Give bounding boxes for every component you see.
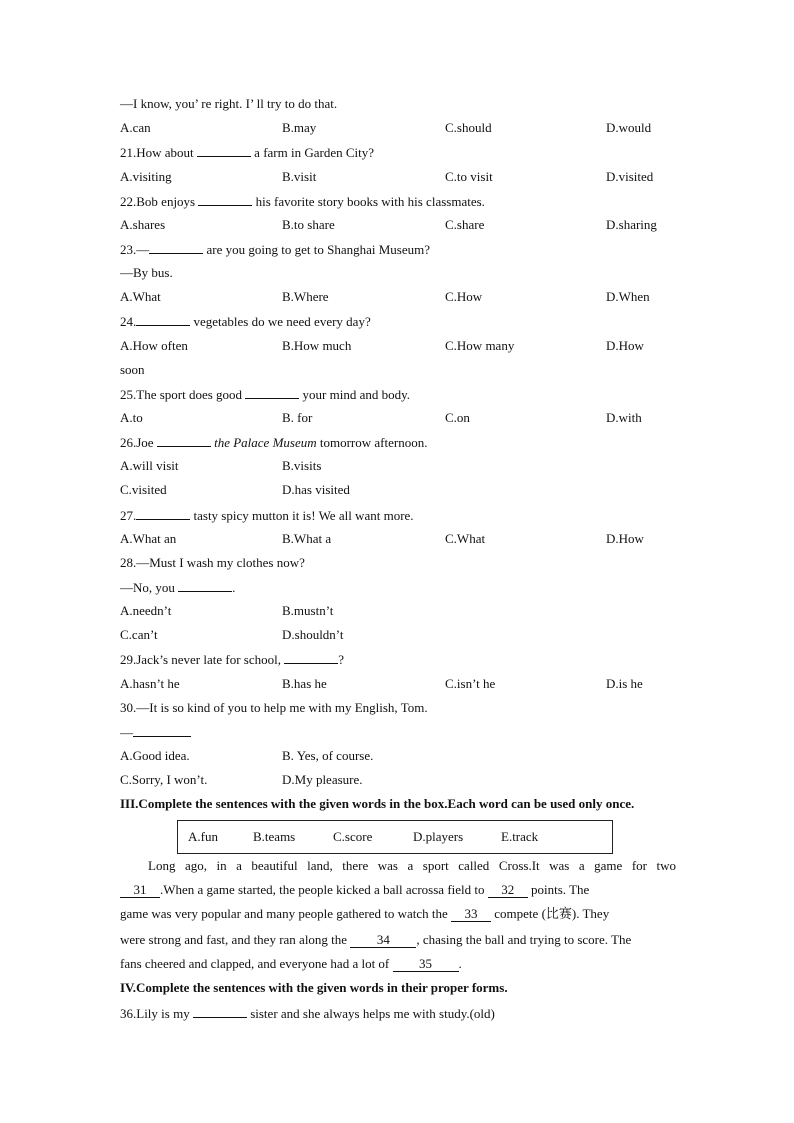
passage-line-5 <box>120 956 676 972</box>
q21-answer-blank[interactable] <box>197 144 251 157</box>
q23-option-a[interactable]: A.What <box>120 289 161 304</box>
q21-option-c[interactable]: C.to visit <box>445 169 493 184</box>
q28-option-d[interactable]: D.shouldn’t <box>282 627 344 642</box>
q28-options-row2 <box>120 627 680 643</box>
q20-option-c[interactable]: C.should <box>445 120 492 135</box>
q25-options <box>120 410 680 426</box>
q28-answer-blank[interactable] <box>178 579 232 592</box>
q24-option-d-wrap: soon <box>120 362 145 377</box>
q30-options-row2 <box>120 772 680 788</box>
q22-stem-start: 22.Bob enjoys <box>120 194 196 209</box>
blank-31[interactable]: 31 <box>120 883 160 898</box>
q20-option-a[interactable]: A.can <box>120 120 151 135</box>
q26-stem-start: 26.Joe <box>120 435 154 450</box>
q26-stem-end: tomorrow afternoon. <box>319 435 428 450</box>
q22-options <box>120 217 680 233</box>
q24-stem <box>120 313 371 330</box>
passage-line-4-text-b: , chasing the ball and trying to score. The <box>416 932 632 947</box>
q26-options-row1 <box>120 458 680 474</box>
passage-line-1: Long ago, in a beautiful land, there was a sport called Cross.It was a game for two <box>148 858 676 873</box>
q29-option-a[interactable]: A.hasn’t he <box>120 676 180 691</box>
word-box-item-score: C.score <box>333 829 373 844</box>
q23-option-c[interactable]: C.How <box>445 289 483 304</box>
q25-stem <box>120 386 410 403</box>
q28-options-row1 <box>120 603 680 619</box>
q25-stem-end: your mind and body. <box>302 387 411 402</box>
q30-option-c[interactable]: C.Sorry, I won’t. <box>120 772 208 787</box>
q28-option-b[interactable]: B.mustn’t <box>282 603 334 618</box>
passage-line-3-text-a: game was very popular and many people gathered to watch the <box>120 906 448 921</box>
q28-response-start: —No, you <box>120 580 175 595</box>
q36-stem-end: sister and she always helps me with study.(old) <box>250 1006 495 1021</box>
q26-option-c[interactable]: C.visited <box>120 482 167 497</box>
q26-answer-blank[interactable] <box>157 434 211 447</box>
q28-option-a[interactable]: A.needn’t <box>120 603 172 618</box>
word-box-item-teams: B.teams <box>253 829 296 844</box>
word-box-item-players: D.players <box>413 829 464 844</box>
q29-option-d[interactable]: D.is he <box>606 676 643 691</box>
q28-option-c[interactable]: C.can’t <box>120 627 158 642</box>
q23-stem-start: 23.— <box>120 242 150 257</box>
q27-stem <box>120 507 414 524</box>
word-box-item-track: E.track <box>501 829 539 844</box>
q24-stem-end: vegetables do we need every day? <box>193 314 371 329</box>
word-box-item-fun: A.fun <box>188 829 218 844</box>
q22-stem <box>120 193 485 210</box>
passage-line-4-text-a: were strong and fast, and they ran along the <box>120 932 348 947</box>
passage-line-3 <box>120 906 676 922</box>
q30-stem: 30.—It is so kind of you to help me with my English, Tom. <box>120 700 428 715</box>
q23-options <box>120 289 680 305</box>
word-box <box>177 820 613 854</box>
blank-34[interactable]: 34 <box>350 933 416 948</box>
q20-options <box>120 120 680 136</box>
q29-answer-blank[interactable] <box>284 651 338 664</box>
q26-option-d[interactable]: D.has visited <box>282 482 350 497</box>
q20-option-d[interactable]: D.would <box>606 120 652 135</box>
q30-response-dash: — <box>120 725 133 740</box>
q21-options <box>120 169 680 185</box>
section-3-heading: III.Complete the sentences with the given words in the box.Each word can be used only once. <box>120 796 635 811</box>
q25-option-a[interactable]: A.to <box>120 410 143 425</box>
q30-option-a[interactable]: A.Good idea. <box>120 748 190 763</box>
q30-answer-blank[interactable] <box>133 724 191 737</box>
q29-options <box>120 676 680 692</box>
q28-response <box>120 579 235 596</box>
passage-line-3-text-b: compete (比赛). They <box>494 906 610 921</box>
passage-line-5-text-a: fans cheered and clapped, and everyone had a lot of <box>120 956 390 971</box>
blank-35[interactable]: 35 <box>393 957 459 972</box>
q36-stem <box>120 1005 495 1022</box>
q27-stem-end: tasty spicy mutton it is! We all want more. <box>193 508 414 523</box>
q29-stem-end: ? <box>338 652 345 667</box>
q22-option-b[interactable]: B.to share <box>282 217 335 232</box>
q24-option-b[interactable]: B.How much <box>282 338 352 353</box>
blank-33[interactable]: 33 <box>451 907 491 922</box>
q29-stem <box>120 651 344 668</box>
q30-option-b[interactable]: B. Yes, of course. <box>282 748 374 763</box>
q27-stem-start: 27. <box>120 508 137 523</box>
q21-stem <box>120 144 374 161</box>
q28-stem: 28.—Must I wash my clothes now? <box>120 555 305 570</box>
passage-line-4 <box>120 932 676 948</box>
q22-option-c[interactable]: C.share <box>445 217 485 232</box>
q24-options <box>120 338 680 354</box>
q23-stem <box>120 241 430 258</box>
q24-option-a[interactable]: A.How often <box>120 338 188 353</box>
q30-option-d[interactable]: D.My pleasure. <box>282 772 363 787</box>
q21-stem-end: a farm in Garden City? <box>254 145 375 160</box>
q25-option-d[interactable]: D.with <box>606 410 642 425</box>
q27-options <box>120 531 680 547</box>
passage-line-5-text-b: . <box>458 956 462 971</box>
q21-option-b[interactable]: B.visit <box>282 169 317 184</box>
q27-answer-blank[interactable] <box>136 507 190 520</box>
q25-option-c[interactable]: C.on <box>445 410 470 425</box>
blank-32[interactable]: 32 <box>488 883 528 898</box>
q21-option-d[interactable]: D.visited <box>606 169 654 184</box>
q24-option-c[interactable]: C.How many <box>445 338 515 353</box>
passage-line-2 <box>120 882 676 898</box>
q29-stem-start: 29.Jack’s never late for school, <box>120 652 282 667</box>
q23-response: —By bus. <box>120 265 173 280</box>
q22-option-a[interactable]: A.shares <box>120 217 166 232</box>
q27-option-c[interactable]: C.What <box>445 531 486 546</box>
q21-option-a[interactable]: A.visiting <box>120 169 172 184</box>
q24-answer-blank[interactable] <box>136 313 190 326</box>
q22-answer-blank[interactable] <box>198 193 252 206</box>
passage-line-2-text-b: points. The <box>531 882 590 897</box>
q27-option-a[interactable]: A.What an <box>120 531 177 546</box>
q27-option-b[interactable]: B.What a <box>282 531 332 546</box>
q23-option-b[interactable]: B.Where <box>282 289 329 304</box>
q30-response <box>120 724 191 741</box>
q24-stem-start: 24. <box>120 314 137 329</box>
q25-answer-blank[interactable] <box>245 386 299 399</box>
q22-option-d[interactable]: D.sharing <box>606 217 657 232</box>
q23-option-d[interactable]: D.When <box>606 289 650 304</box>
q27-option-d[interactable]: D.How <box>606 531 644 546</box>
q26-stem <box>120 434 427 451</box>
q28-response-end: . <box>232 580 236 595</box>
q29-option-b[interactable]: B.has he <box>282 676 327 691</box>
q36-stem-start: 36.Lily is my <box>120 1006 190 1021</box>
q36-answer-blank[interactable] <box>193 1005 247 1018</box>
q30-options-row1 <box>120 748 680 764</box>
q20-response: —I know, you’ re right. I’ ll try to do that. <box>120 96 338 111</box>
q26-option-b[interactable]: B.visits <box>282 458 322 473</box>
q26-stem-italic: the Palace Museum <box>214 435 317 450</box>
q22-stem-end: his favorite story books with his classmates. <box>255 194 485 209</box>
q25-stem-start: 25.The sport does good <box>120 387 243 402</box>
q26-options-row2 <box>120 482 680 498</box>
q23-stem-end: are you going to get to Shanghai Museum? <box>206 242 430 257</box>
section-4-heading: IV.Complete the sentences with the given words in their proper forms. <box>120 980 508 995</box>
q21-stem-start: 21.How about <box>120 145 194 160</box>
q25-option-b[interactable]: B. for <box>282 410 313 425</box>
q29-option-c[interactable]: C.isn’t he <box>445 676 496 691</box>
passage-line-2-text-a: .When a game started, the people kicked a ball acrossa field to <box>160 882 485 897</box>
q23-answer-blank[interactable] <box>149 241 203 254</box>
q26-option-a[interactable]: A.will visit <box>120 458 179 473</box>
q20-option-b[interactable]: B.may <box>282 120 317 135</box>
q24-option-d[interactable]: D.How <box>606 338 644 353</box>
